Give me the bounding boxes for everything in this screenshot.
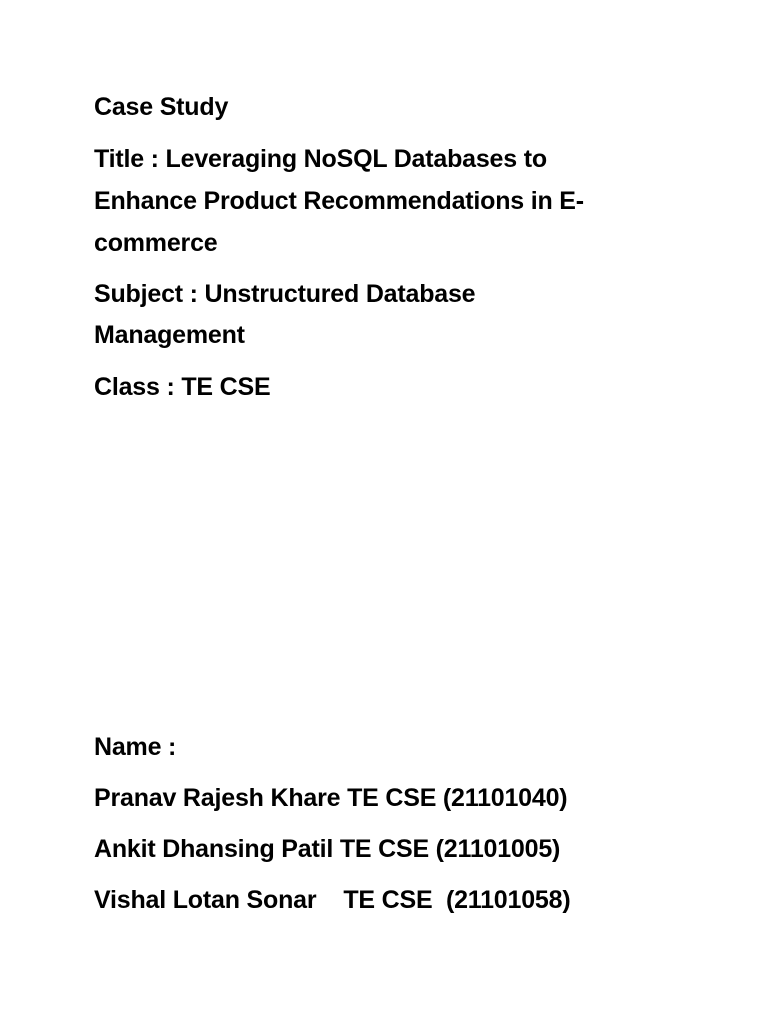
member-line-2: Ankit Dhansing Patil TE CSE (21101005) <box>94 835 561 863</box>
subject-line-1: Subject : Unstructured Database <box>94 280 476 308</box>
class-line: Class : TE CSE <box>94 373 271 401</box>
subject-line-2: Management <box>94 321 245 349</box>
name-label: Name : <box>94 733 177 761</box>
member-line-1: Pranav Rajesh Khare TE CSE (21101040) <box>94 784 568 812</box>
title-line-2: Enhance Product Recommendations in E- <box>94 187 584 215</box>
title-line-1: Title : Leveraging NoSQL Databases to <box>94 145 547 173</box>
member-line-3: Vishal Lotan Sonar TE CSE (21101058) <box>94 886 571 914</box>
title-line-3: commerce <box>94 229 218 257</box>
case-study-heading: Case Study <box>94 93 229 121</box>
